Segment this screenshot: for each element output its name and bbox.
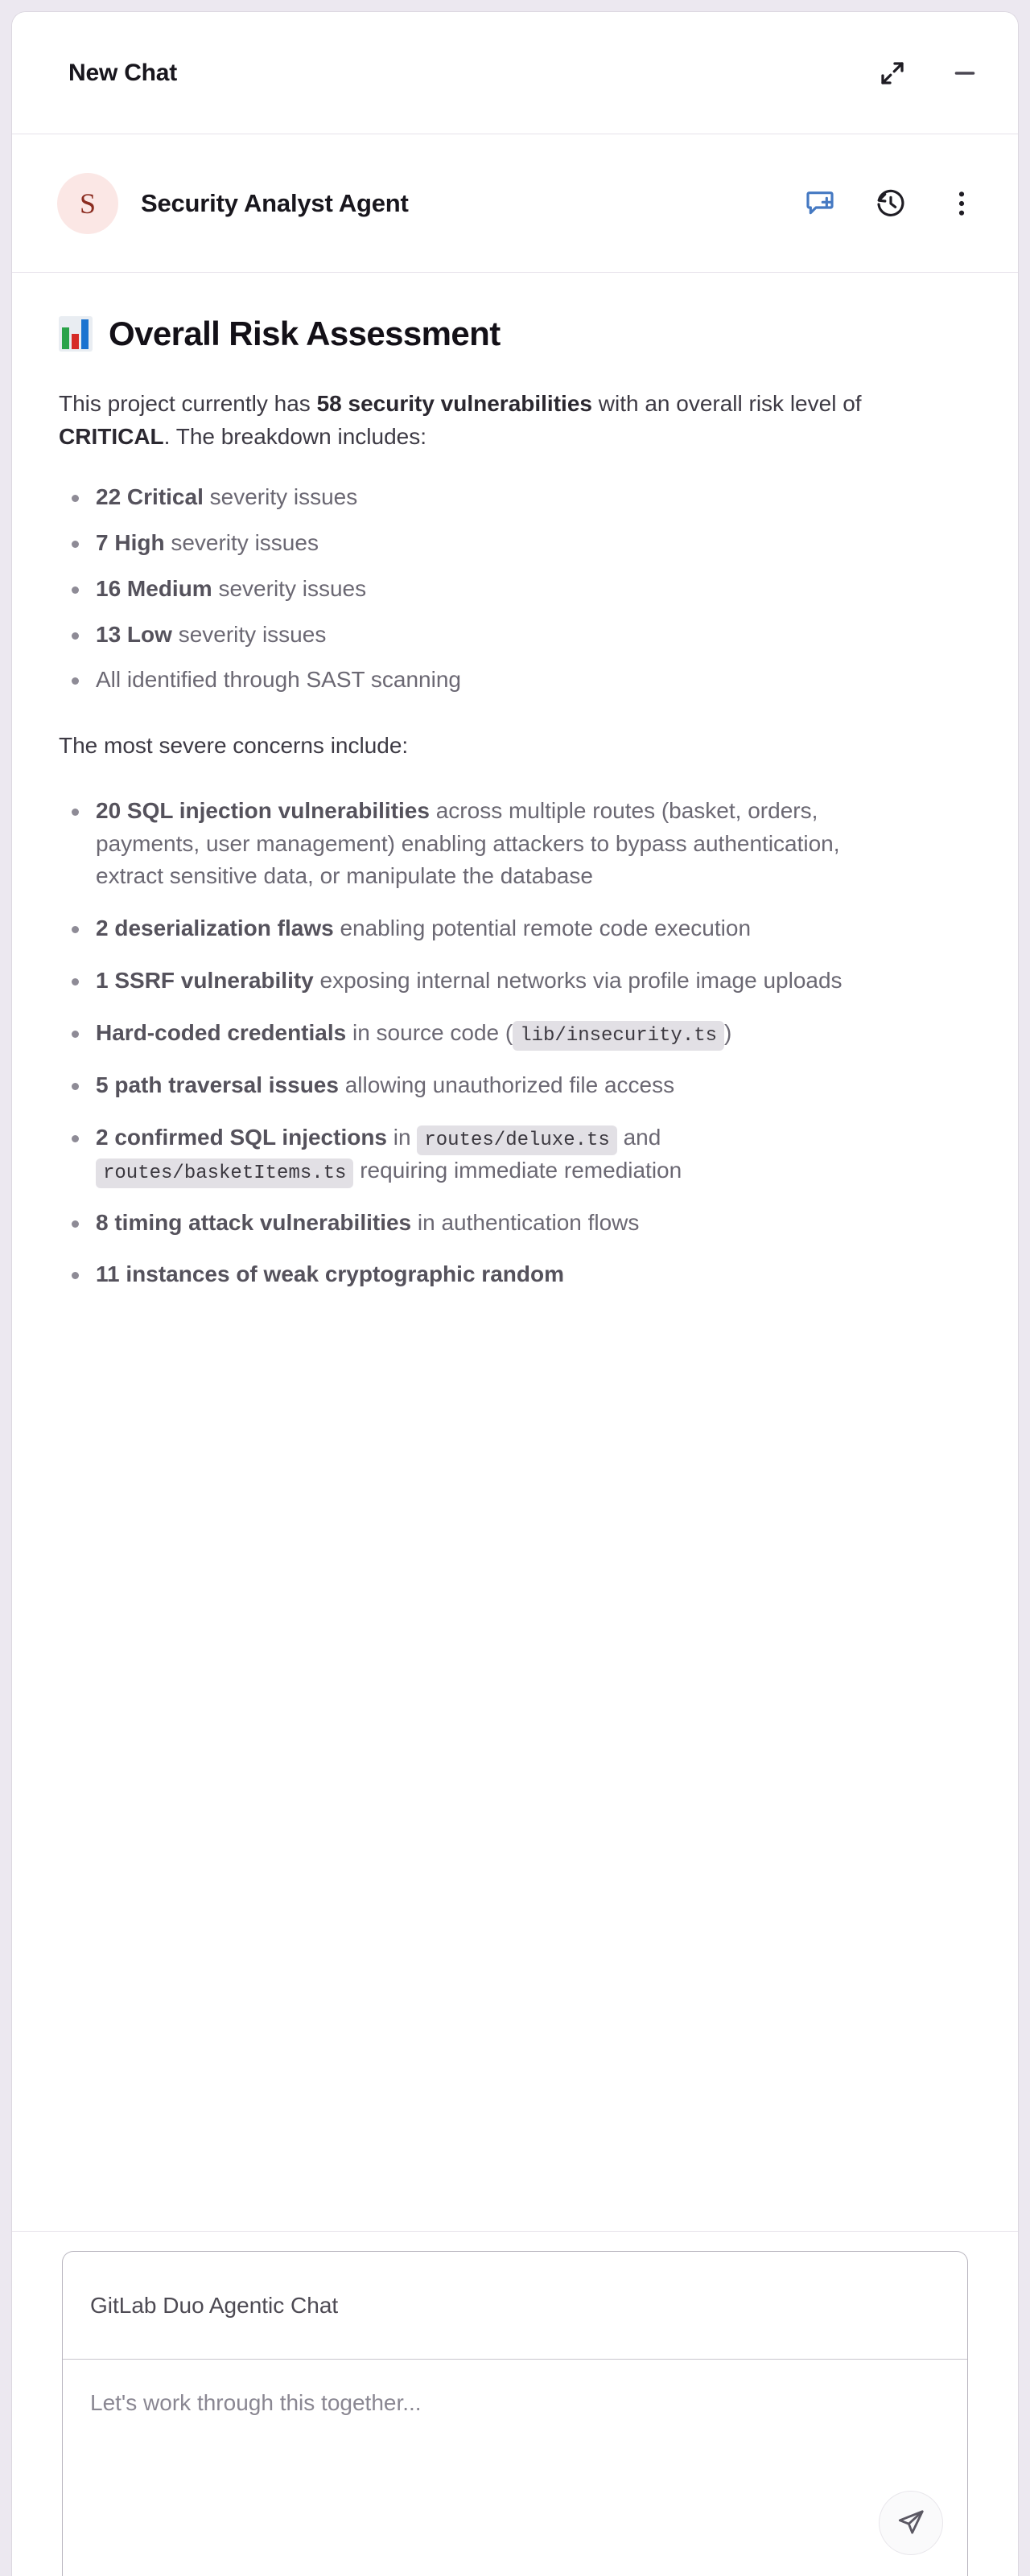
new-chat-icon[interactable] <box>799 183 841 224</box>
list-item-text: in authentication flows <box>411 1209 640 1235</box>
message-heading-text: Overall Risk Assessment <box>109 315 501 352</box>
list-item <box>59 527 880 560</box>
list-item <box>59 1017 880 1050</box>
list-item-text: allowing unauthorized file access <box>338 1072 675 1097</box>
list-item-bold: 11 instances of weak cryptographic random <box>96 1261 564 1287</box>
list-item-bold: 13 Low <box>96 621 172 647</box>
list-item <box>59 664 880 697</box>
expand-diagonal-icon[interactable] <box>875 56 910 91</box>
chat-input-placeholder[interactable]: Let's work through this together... <box>90 2390 422 2415</box>
list-item-bold: 16 Medium <box>96 575 212 601</box>
list-item <box>59 795 880 894</box>
list-item-text: severity issues <box>171 621 327 647</box>
agent-name: Security Analyst Agent <box>141 188 409 217</box>
list-item-bold: 2 confirmed SQL injections <box>96 1124 388 1150</box>
code-span: lib/insecurity.ts <box>513 1021 724 1051</box>
agent-header-actions <box>799 183 983 224</box>
list-item-mid: and <box>616 1124 661 1150</box>
agent-header <box>12 134 1018 273</box>
list-item-bold: 20 SQL injection vulnerabilities <box>96 797 430 823</box>
list-item-text: across multiple routes (basket, orders, payments, user management) enabling attackers to bypass authentication, extract sensitive data, or manipulate the database <box>96 797 840 889</box>
intro-text-3: . The breakdown includes: <box>163 424 427 450</box>
avatar: S <box>57 173 118 234</box>
message-intro <box>59 387 871 454</box>
list-item-text: in source code ( <box>346 1020 513 1046</box>
composer-container <box>12 2231 1018 2576</box>
window-actions <box>875 56 983 91</box>
severe-lead: The most severe concerns include: <box>59 733 409 759</box>
composer <box>62 2251 968 2576</box>
composer-context-label[interactable]: GitLab Duo Agentic Chat <box>63 2252 967 2360</box>
list-item-tail: ) <box>724 1020 732 1046</box>
list-item-text: enabling potential remote code execution <box>333 916 752 941</box>
list-item <box>59 481 880 514</box>
list-item <box>59 965 880 998</box>
message-scroll-area[interactable] <box>12 273 1018 2231</box>
list-item-bold: Hard-coded credentials <box>96 1020 347 1046</box>
list-item <box>59 912 880 945</box>
list-item-bold: 1 SSRF vulnerability <box>96 968 314 994</box>
list-item <box>59 1069 880 1102</box>
list-item <box>59 619 880 652</box>
list-item <box>59 1258 880 1291</box>
list-item-text: exposing internal networks via profile image uploads <box>313 968 843 994</box>
minimize-icon[interactable] <box>947 56 983 91</box>
code-span: routes/deluxe.ts <box>417 1125 616 1155</box>
severe-list <box>59 795 973 1292</box>
list-item-bold: 22 Critical <box>96 484 204 509</box>
more-options-icon[interactable] <box>941 183 983 224</box>
list-item <box>59 1121 880 1187</box>
send-button[interactable] <box>879 2491 943 2555</box>
list-item-text: severity issues <box>212 575 367 601</box>
list-item-text: All identified through SAST scanning <box>96 667 461 693</box>
message-heading <box>59 315 973 353</box>
breakdown-list <box>59 481 973 697</box>
list-item <box>59 1207 880 1240</box>
window-title-bar <box>12 12 1018 134</box>
chat-panel <box>11 11 1019 2576</box>
code-span: routes/basketItems.ts <box>96 1158 353 1188</box>
list-item-tail: requiring immediate remediation <box>353 1157 682 1183</box>
list-item-bold: 2 deserialization flaws <box>96 916 334 941</box>
list-item-text: severity issues <box>203 484 358 509</box>
list-item <box>59 573 880 606</box>
scroll-fade-overlay <box>12 2110 1018 2231</box>
list-item-bold: 7 High <box>96 529 165 555</box>
intro-text-1: This project currently has <box>59 391 317 416</box>
list-item-text: severity issues <box>164 529 319 555</box>
window-title: New Chat <box>68 59 178 86</box>
intro-bold-2: CRITICAL <box>59 424 164 450</box>
list-item-bold: 8 timing attack vulnerabilities <box>96 1209 412 1235</box>
bar-chart-emoji <box>59 316 93 352</box>
history-icon[interactable] <box>870 183 912 224</box>
list-item-bold: 5 path traversal issues <box>96 1072 339 1097</box>
intro-text-2: with an overall risk level of <box>591 391 862 416</box>
intro-bold-1: 58 security vulnerabilities <box>316 391 592 416</box>
list-item-text: in <box>387 1124 418 1150</box>
composer-body[interactable] <box>63 2360 967 2576</box>
